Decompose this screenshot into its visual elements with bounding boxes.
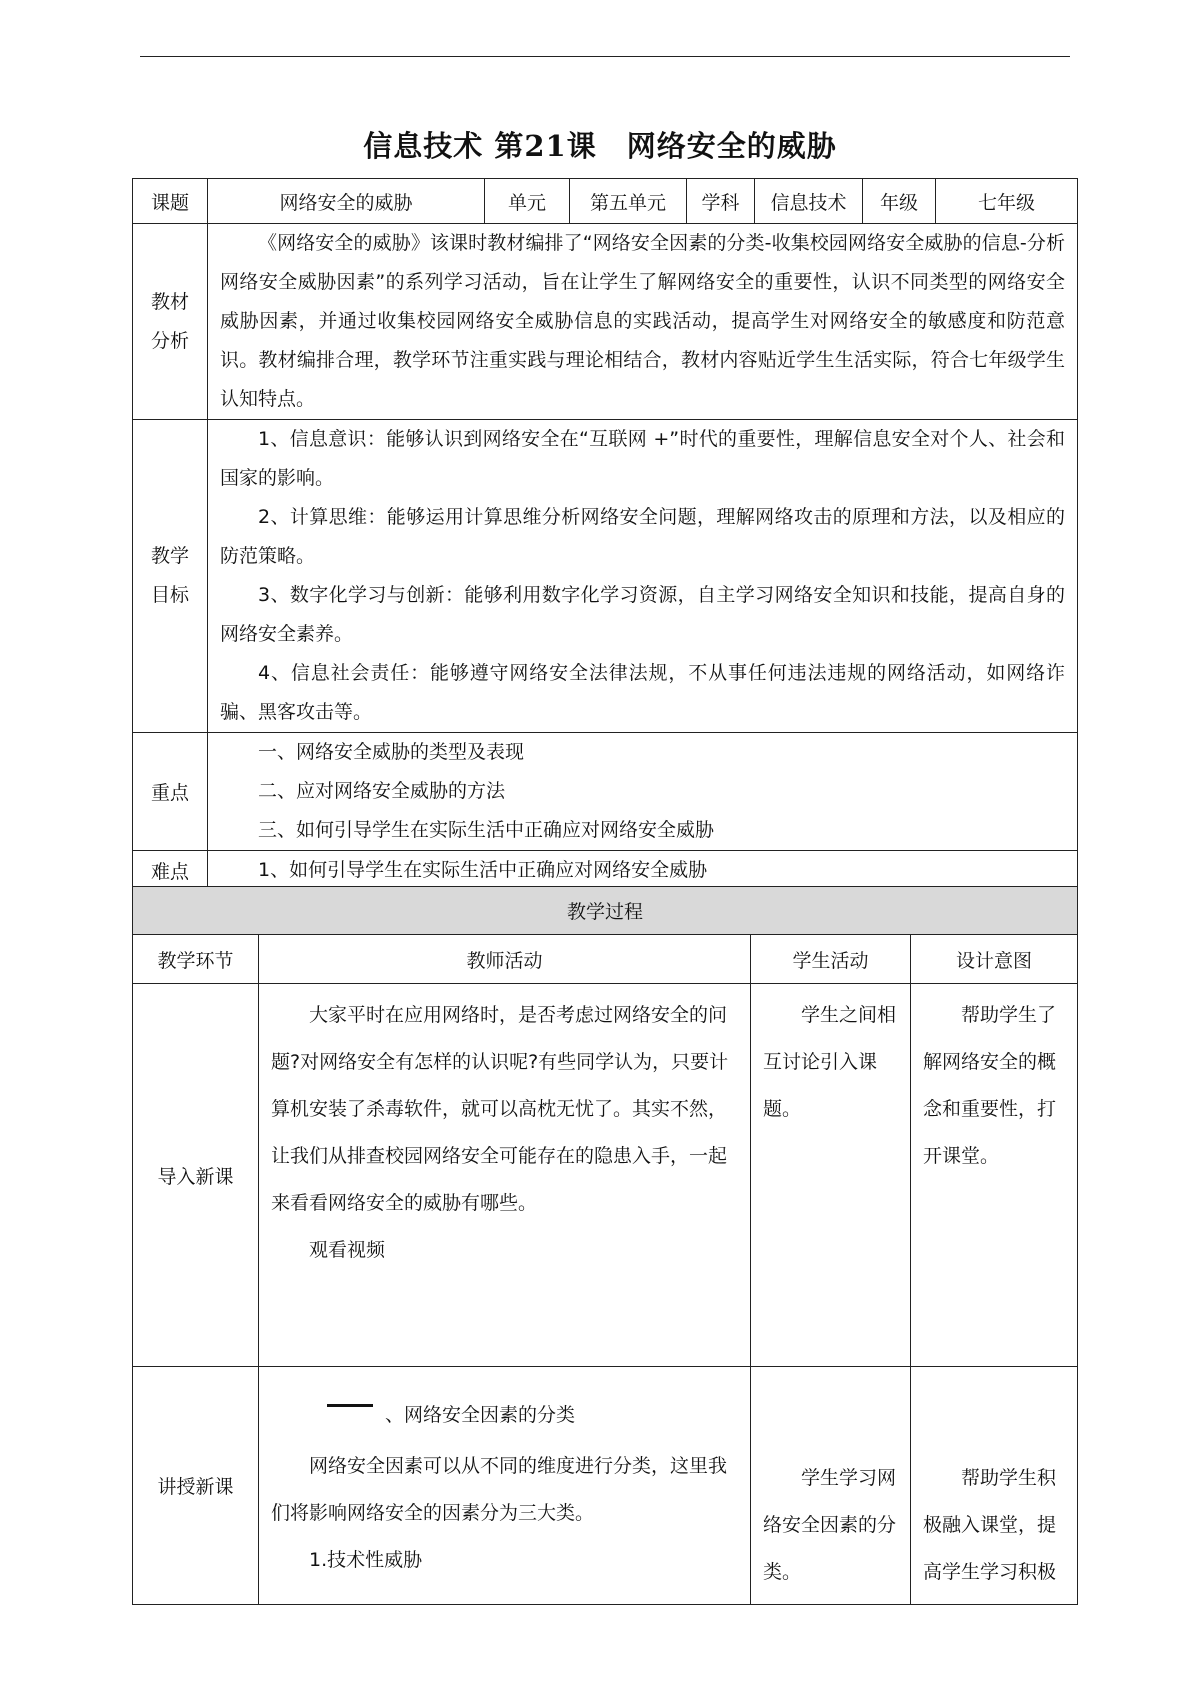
teacher-activity-text: 1.技术性威胁 (309, 1549, 423, 1571)
teaching-process-table (132, 886, 1078, 1605)
design-intent-cell (911, 984, 1078, 1367)
design-intent-text: 帮助学生了解网络安全的概念和重要性，打开课堂。 (923, 1004, 1057, 1167)
goal-item: 2、计算思维：能够运用计算思维分析网络安全问题，理解网络攻击的原理和方法，以及相应的防范策略。 (220, 506, 1065, 567)
section-heading: 、网络安全因素的分类 (385, 1404, 576, 1426)
process-header-row (133, 935, 1078, 984)
teacher-activity-text: 大家平时在应用网络时，是否考虑过网络安全的问题?对网络安全有怎样的认识呢?有些同学认为，只要计算机安装了杀毒软件，就可以高枕无忧了。其实不然，让我们从排查校园网络安全可能存在的隐患入手，一起来看看网络安全的威胁有哪些。 (271, 1004, 729, 1214)
process-title-row (133, 887, 1078, 935)
difficulty-row (133, 851, 1078, 891)
student-activity-text: 学生之间相互讨论引入课题。 (763, 1004, 897, 1120)
subject-value: 信息技术 (755, 179, 863, 224)
unit-value: 第五单元 (570, 179, 687, 224)
analysis-label-line2: 分析 (150, 329, 189, 352)
key-points-row (133, 733, 1078, 851)
analysis-label (133, 224, 208, 420)
goals-label (133, 420, 208, 733)
goals-cell (208, 420, 1078, 733)
section-number-dash (327, 1404, 373, 1407)
student-activity-cell (751, 1367, 911, 1605)
difficulty-cell (208, 851, 1078, 891)
process-title: 教学过程 (133, 887, 1078, 935)
key-points-label: 重点 (133, 733, 208, 851)
difficulty-text: 1、如何引导学生在实际生活中正确应对网络安全威胁 (258, 859, 708, 881)
goal-item: 1、信息意识：能够认识到网络安全在“互联网 +”时代的重要性，理解信息安全对个人、社会和国家的影响。 (220, 428, 1065, 489)
key-point-item: 三、如何引导学生在实际生活中正确应对网络安全威胁 (258, 819, 715, 841)
table-row (133, 984, 1078, 1367)
info-row (133, 179, 1078, 224)
lesson-info-table (132, 178, 1078, 891)
grade-value: 七年级 (936, 179, 1078, 224)
unit-label: 单元 (485, 179, 570, 224)
column-header-stage: 教学环节 (133, 935, 259, 984)
student-activity-text: 学生学习网络安全因素的分类。 (763, 1467, 897, 1583)
key-point-item: 一、网络安全威胁的类型及表现 (258, 741, 525, 763)
column-header-intent: 设计意图 (911, 935, 1078, 984)
column-header-teacher: 教师活动 (259, 935, 751, 984)
goals-label-line2: 目标 (150, 584, 189, 606)
analysis-row (133, 224, 1078, 420)
design-intent-text: 帮助学生积极融入课堂，提高学生学习积极 (923, 1467, 1057, 1583)
analysis-cell (208, 224, 1078, 420)
topic-label: 课题 (133, 179, 208, 224)
goal-item: 3、数字化学习与创新：能够利用数字化学习资源，自主学习网络安全知识和技能，提高自身的网络安全素养。 (220, 584, 1065, 645)
header-rule (140, 56, 1070, 57)
teacher-activity-text: 网络安全因素可以从不同的维度进行分类，这里我们将影响网络安全的因素分为三大类。 (271, 1455, 728, 1524)
subject-label: 学科 (687, 179, 755, 224)
key-point-item: 二、应对网络安全威胁的方法 (258, 780, 506, 802)
difficulty-label: 难点 (133, 851, 208, 891)
column-header-student: 学生活动 (751, 935, 911, 984)
teacher-activity-cell (259, 984, 751, 1367)
teacher-activity-cell (259, 1367, 751, 1605)
grade-label: 年级 (863, 179, 936, 224)
stage-cell: 讲授新课 (133, 1367, 259, 1605)
design-intent-cell (911, 1367, 1078, 1605)
goal-item: 4、信息社会责任：能够遵守网络安全法律法规，不从事任何违法违规的网络活动，如网络诈骗、黑客攻击等。 (220, 662, 1065, 723)
goals-row (133, 420, 1078, 733)
stage-cell: 导入新课 (133, 984, 259, 1367)
topic-value: 网络安全的威胁 (208, 179, 485, 224)
student-activity-cell (751, 984, 911, 1367)
table-row (133, 1367, 1078, 1605)
goals-label-line1: 教学 (150, 545, 189, 567)
key-points-cell (208, 733, 1078, 851)
analysis-text: 《网络安全的威胁》该课时教材编排了“网络安全因素的分类-收集校园网络安全威胁的信息-分析网络安全威胁因素”的系列学习活动，旨在让学生了解网络安全的重要性，认识不同类型的网络安全威胁因素，并通过收集校园网络安全威胁信息的实践活动，提高学生对网络安全的敏感度和防范意识。教材编排合理，教学环节注重实践与理论相结合，教材内容贴近学生生活实际，符合七年级学生认知特点。 (220, 232, 1065, 410)
analysis-label-line1: 教材 (150, 290, 189, 313)
document-title: 信息技术 第21课 网络安全的威胁 (363, 129, 837, 163)
teacher-activity-text: 观看视频 (309, 1239, 386, 1261)
